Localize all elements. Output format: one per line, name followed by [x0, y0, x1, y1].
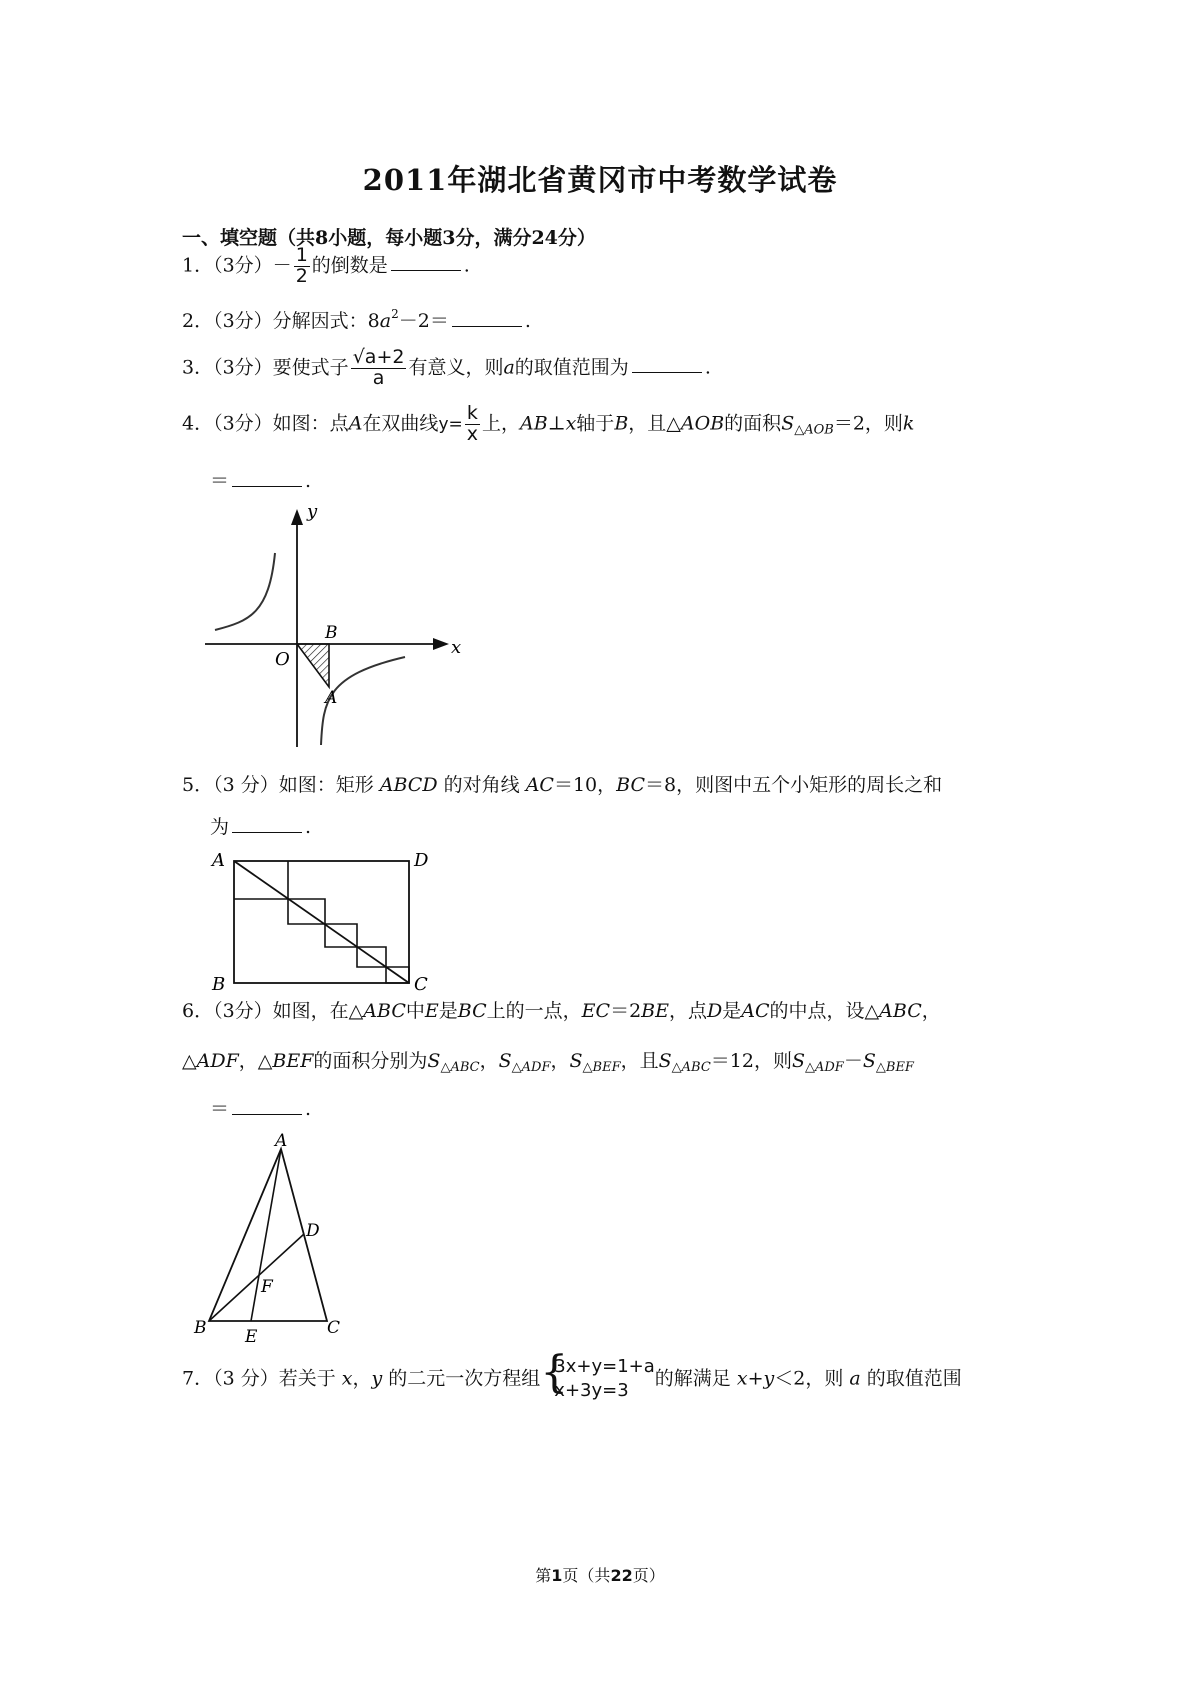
- answer-blank: [232, 485, 302, 487]
- label-b: B: [325, 623, 338, 643]
- question-7: 7．（3 分）若关于 x，y 的二元一次方程组 { 3x+y=1+a x+3y=3 的解满足 x+y＜2，则 a 的取值范围: [182, 1355, 962, 1404]
- page-footer: 第1页（共22页）: [535, 1566, 665, 1585]
- question-6-line3: ＝ .: [210, 1098, 312, 1120]
- answer-blank: [632, 371, 702, 373]
- page-title: 2011年湖北省黄冈市中考数学试卷: [362, 163, 838, 197]
- label-c: C: [414, 974, 428, 995]
- diagonal-ac: [234, 861, 409, 983]
- label-d: D: [414, 850, 429, 871]
- answer-blank: [452, 325, 522, 327]
- label-o: O: [275, 649, 290, 670]
- fraction-one-half: $\frac{1}{2}$: [295, 244, 308, 287]
- question-4: 4．（3分）如图：点A在双曲线y= $\frac{k}{x}$ 上，AB⊥x轴于B，且△AOB的面积$S_{\triangle AOB}=2$，则k: [182, 402, 915, 445]
- y-axis-arrow-icon: [291, 509, 303, 525]
- label-e: E: [245, 1327, 258, 1347]
- label-b: B: [212, 974, 226, 995]
- label-x: x: [451, 637, 462, 658]
- question-2: 2．（3分）分解因式：$8a^2-2=$ .: [182, 307, 531, 332]
- label-a: A: [325, 688, 338, 708]
- answer-blank: [232, 1113, 302, 1115]
- question-1: 1．（3分）－ $\frac{1}{2}$ 的倒数是 .: [182, 244, 470, 287]
- label-a: A: [212, 850, 225, 871]
- question-3: 3．（3分）要使式子 $\frac{√a+2}{a}$ 有意义，则a的取值范围为 .: [182, 346, 711, 389]
- figure-triangle: [194, 1131, 360, 1347]
- section-heading: 一、填空题（共8小题，每小题3分，满分24分）: [182, 227, 596, 249]
- x-axis-arrow-icon: [433, 638, 449, 650]
- equation-system: { 3x+y=1+a x+3y=3: [540, 1347, 655, 1402]
- label-b: B: [194, 1318, 207, 1338]
- hyperbola-branch-left: [215, 553, 275, 630]
- segment-bd: [209, 1234, 304, 1321]
- label-d: D: [306, 1221, 320, 1241]
- fraction-k-over-x: $\frac{k}{x}$: [466, 402, 478, 445]
- question-6: 6．（3分）如图，在△ABC中E是BC上的一点，EC＝2BE，点D是AC的中点，设△ABC，: [182, 1000, 941, 1022]
- label-a: A: [275, 1131, 288, 1151]
- answer-blank: [232, 831, 302, 833]
- question-4-line2: ＝ .: [210, 470, 312, 492]
- shaded-triangle-aob: [297, 644, 329, 687]
- label-c: C: [327, 1318, 341, 1338]
- answer-blank: [391, 269, 461, 271]
- question-6-line2: △ADF，△BEF的面积分别为$S_{\triangle ABC}$，$S_{\triangle ADF}$，$S_{\triangle BEF}$，且$S_{\triangle ABC}=12$，则$S_{\triangle ADF}-S_{\triangle BEF}$: [182, 1050, 914, 1075]
- question-5-line2: 为 .: [210, 816, 312, 838]
- brace-icon: {: [540, 1347, 569, 1398]
- figure-rectangle: [210, 848, 450, 998]
- fraction-sqrt: $\frac{√a+2}{a}$: [352, 346, 405, 389]
- label-y: y: [307, 501, 318, 522]
- question-5: 5．（3 分）如图：矩形 ABCD 的对角线 AC＝10，BC＝8，则图中五个小矩形的周长之和: [182, 774, 943, 796]
- label-f: F: [261, 1277, 273, 1297]
- figure-hyperbola: [205, 501, 465, 750]
